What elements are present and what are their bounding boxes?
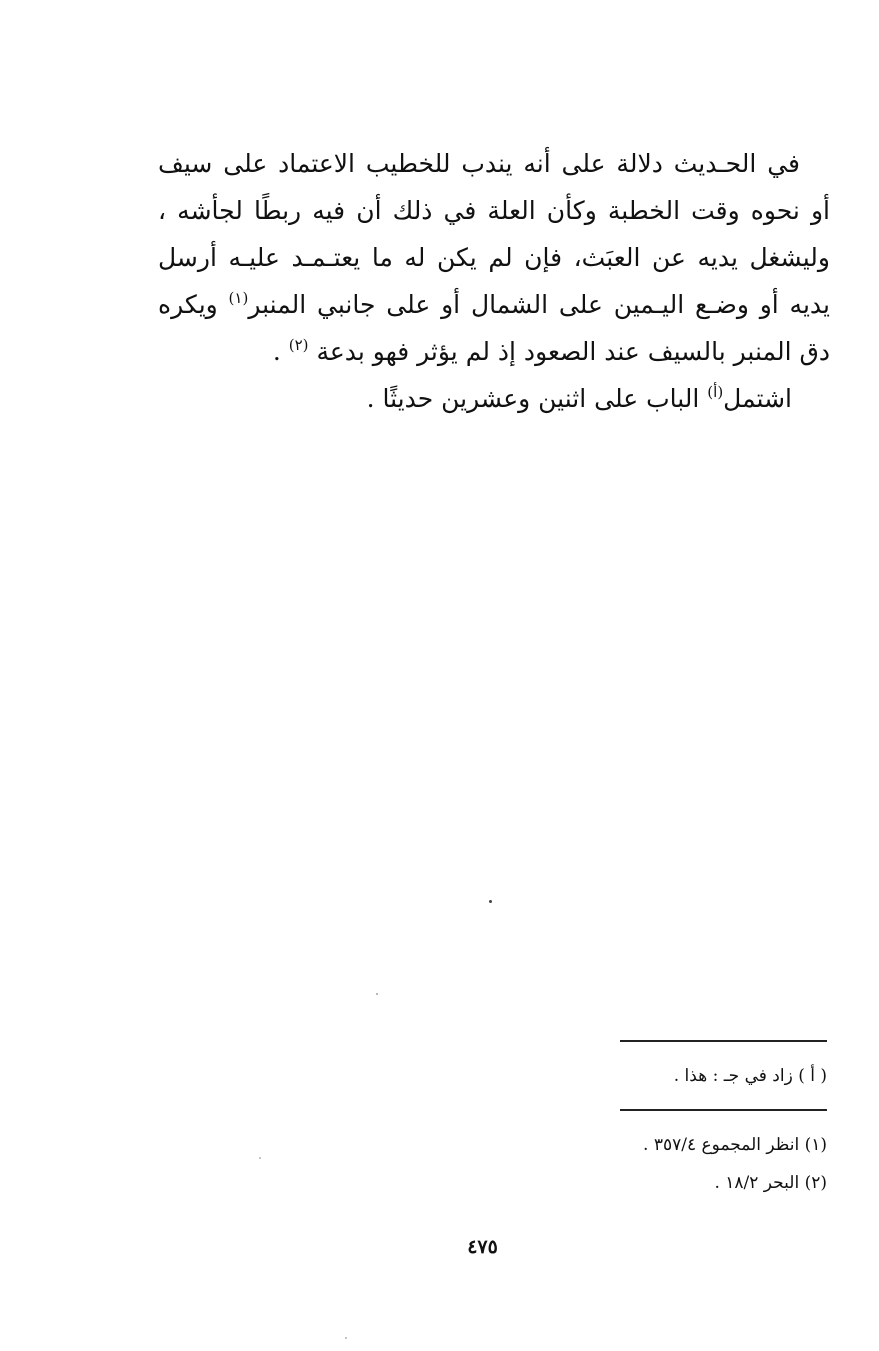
footnote-marker-1: (١) <box>228 289 249 307</box>
variant-footnotes <box>674 1057 827 1095</box>
summary-text-b: الباب على اثنين وعشرين حديثًا . <box>366 384 708 413</box>
scan-speck <box>345 1337 347 1339</box>
page-number: ٤٧٥ <box>467 1236 498 1258</box>
scan-speck <box>489 900 492 903</box>
footnote-marker-2: (٢) <box>288 336 309 354</box>
commentary-text-b: ويكره دق المنبر بالسيف عند الصعود إذ لم يؤثر فهو بدعة <box>158 290 830 366</box>
paragraph-chapter-summary <box>158 375 830 422</box>
main-text <box>158 140 830 422</box>
summary-text-a: اشتمل <box>723 384 792 413</box>
footnote-divider-bottom <box>620 1109 827 1111</box>
commentary-text-end: . <box>272 337 289 366</box>
reference-footnote-2: (٢) البحر ١٨/٢ . <box>714 1173 827 1193</box>
reference-footnote-1: (١) انظر المجموع ٣٥٧/٤ . <box>643 1135 827 1155</box>
scan-speck <box>259 1157 261 1159</box>
footnote-marker-alef: (أ) <box>707 383 724 401</box>
commentary-text-a: في الحـديث دلالة على أنه يندب للخطيب الاعتماد على سيف أو نحوه وقت الخطبة وكأن العلة في ذلك أن فيه ربطًا لجأشه ، وليشغل يديه عن العبَث، فإن لم يكن له ما يعتـمـد عليـه أرسل يديه أو وضـع اليـمين على الشمال أو على جانبي المنبر <box>158 149 830 319</box>
variant-footnote-alef: ( أ ) زاد في جـ : هذا . <box>673 1066 827 1086</box>
paragraph-commentary <box>158 140 830 375</box>
footnote-divider-top <box>620 1040 827 1042</box>
reference-footnotes <box>643 1126 827 1202</box>
scan-speck <box>376 993 378 995</box>
